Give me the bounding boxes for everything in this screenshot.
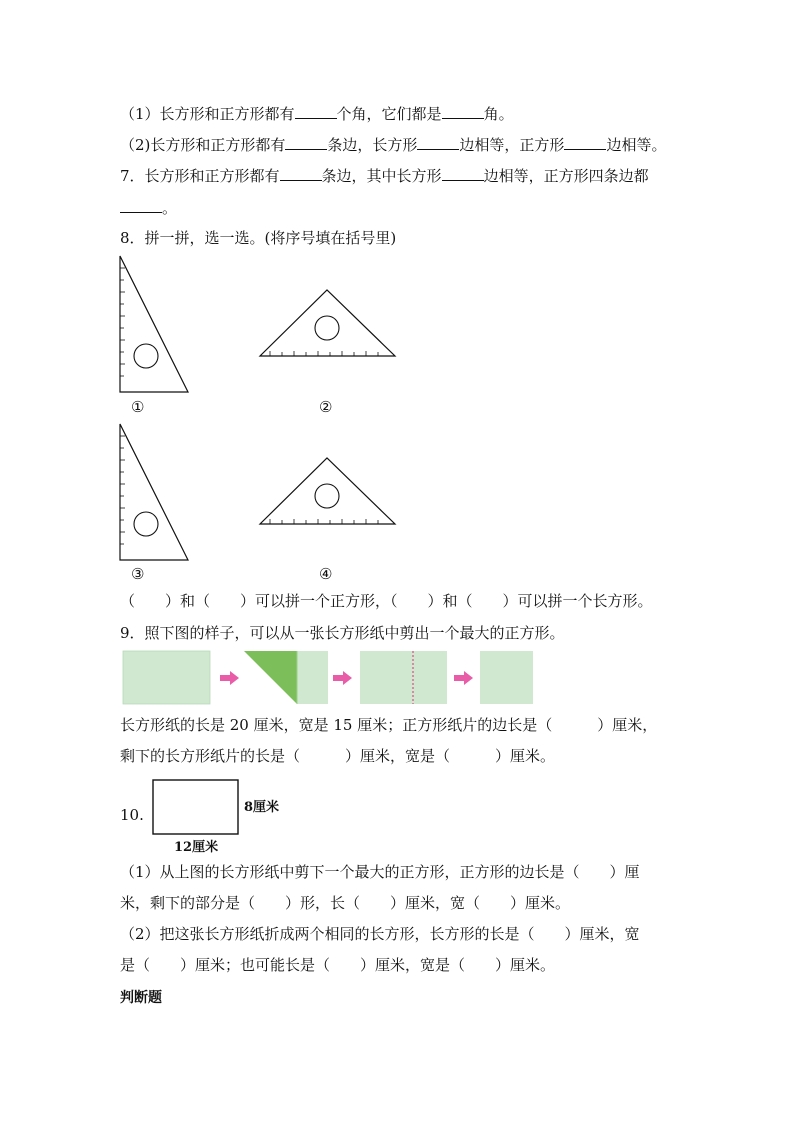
blank-field[interactable] — [295, 103, 337, 119]
rectangle-paper — [123, 651, 210, 704]
blank-field[interactable] — [442, 103, 484, 119]
blank-field[interactable] — [285, 134, 327, 150]
q9-line2: 剩下的长方形纸片的长是（ ）厘米，宽是（ ）厘米。 — [120, 747, 556, 765]
square-paper — [480, 651, 533, 704]
figure-label-2: ② — [319, 398, 333, 416]
arrow-icon — [454, 671, 473, 685]
q7-line2: 。 — [120, 197, 177, 218]
q7-line1: 7．长方形和正方形都有 条边，其中长方形 边相等，正方形四条边都 — [120, 167, 649, 185]
figure-label-3: ③ — [131, 565, 145, 583]
cut-square-diagram — [120, 648, 540, 708]
blank-field[interactable] — [120, 197, 162, 213]
triangle-rulers-row2 — [112, 420, 412, 568]
figure-label-1: ① — [131, 398, 145, 416]
height-label: 8厘米 — [244, 800, 280, 815]
q10-part2-line1: （2）把这张长方形纸折成两个相同的长方形，长方形的长是（ ）厘米，宽 — [120, 925, 640, 943]
q9-title: 9．照下图的样子，可以从一张长方形纸中剪出一个最大的正方形。 — [120, 624, 565, 642]
q10-part2-line2: 是（ ）厘米；也可能长是（ ）厘米，宽是（ ）厘米。 — [120, 956, 556, 974]
set-square-4 — [260, 458, 395, 524]
q9-line1: 长方形纸的长是 20 厘米，宽是 15 厘米；正方形纸片的边长是（ ）厘米， — [120, 716, 658, 734]
set-square-1 — [120, 256, 188, 392]
blank-field[interactable] — [417, 134, 459, 150]
q6-part2: （2)长方形和正方形都有 条边，长方形 边相等，正方形 边相等。 — [120, 136, 667, 154]
triangle-rulers-row1 — [112, 252, 412, 400]
q6-part1: （1）长方形和正方形都有 个角，它们都是 角。 — [120, 105, 514, 123]
rectangle-shape — [153, 780, 238, 834]
q8-answer: （ ）和（ ）可以拼一个正方形，（ ）和（ ）可以拼一个长方形。 — [120, 592, 653, 610]
set-square-3 — [120, 424, 188, 560]
q10-number: 10. — [120, 806, 144, 824]
arrow-icon — [220, 671, 239, 685]
unfolded-paper-with-cut-line — [360, 651, 447, 704]
q10-part1-line1: （1）从上图的长方形纸中剪下一个最大的正方形，正方形的边长是（ ）厘 — [120, 863, 640, 881]
section-heading: 判断题 — [120, 990, 162, 1006]
blank-field[interactable] — [280, 165, 322, 181]
set-square-2 — [260, 290, 395, 356]
figure-label-4: ④ — [319, 565, 333, 583]
q8-title: 8．拼一拼，选一选。(将序号填在括号里) — [120, 229, 397, 247]
blank-field[interactable] — [442, 165, 484, 181]
folded-paper — [244, 651, 328, 704]
width-label: 12厘米 — [174, 840, 219, 855]
q10-part1-line2: 米，剩下的部分是（ ）形，长（ ）厘米，宽（ ）厘米。 — [120, 894, 571, 912]
arrow-icon — [333, 671, 352, 685]
blank-field[interactable] — [564, 134, 606, 150]
